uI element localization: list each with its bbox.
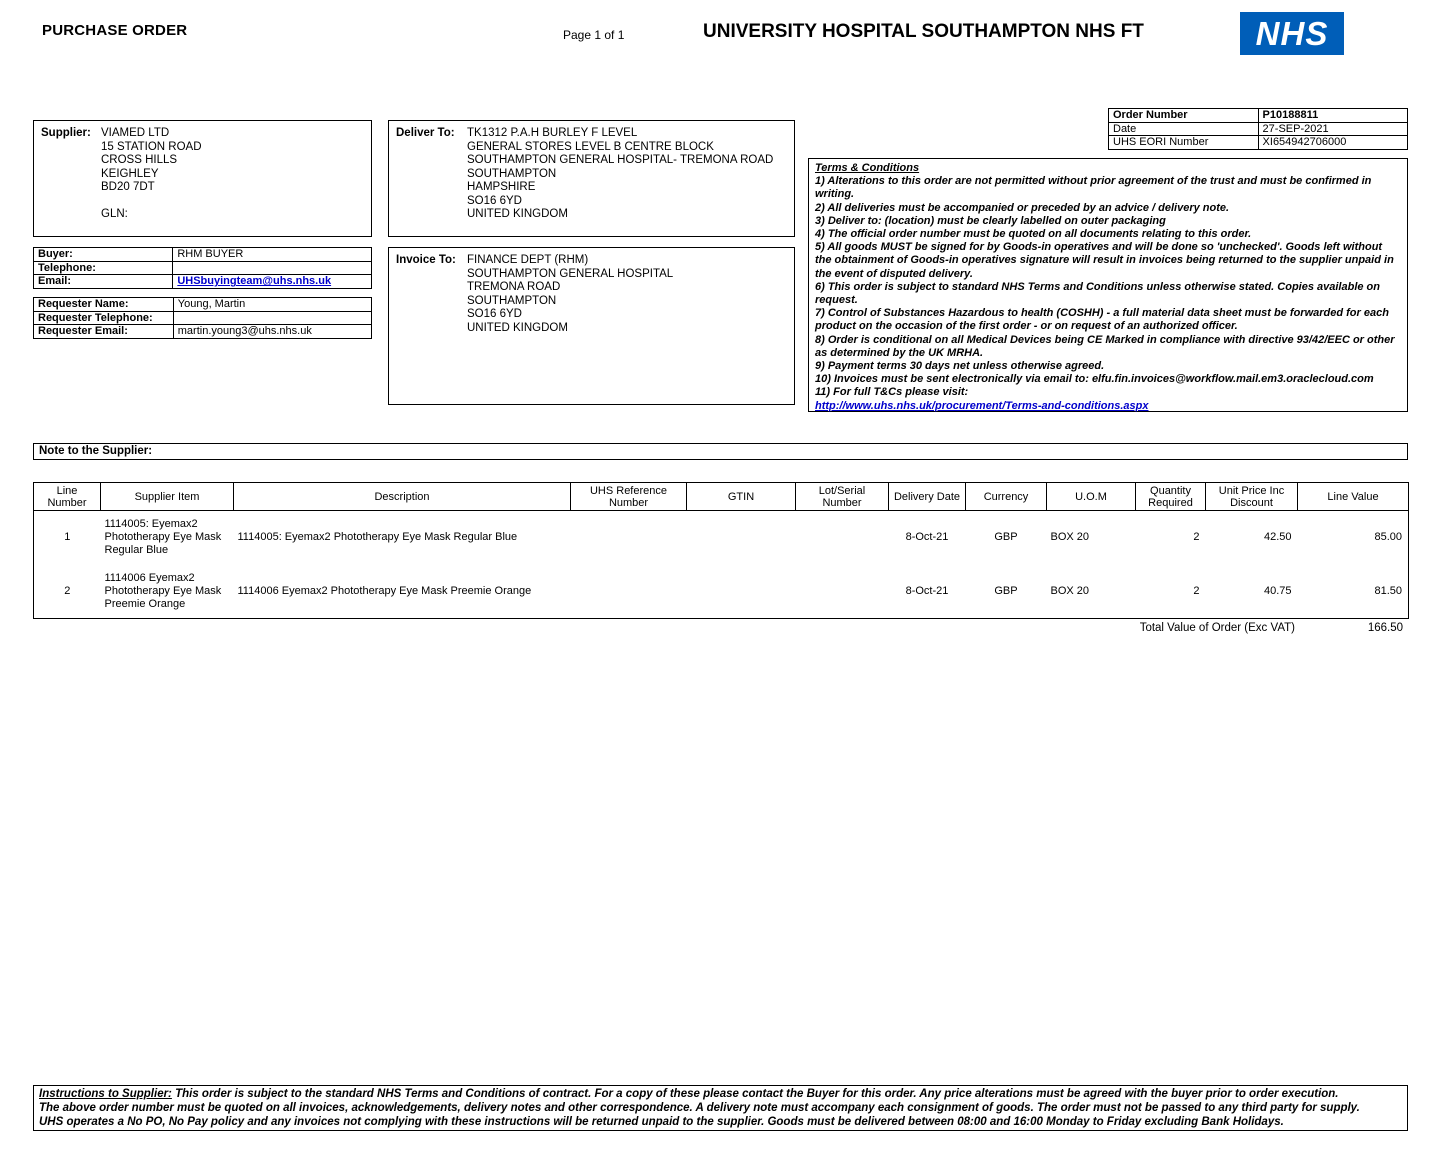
line-value: 81.50 xyxy=(1374,584,1402,597)
eori-value: XI654942706000 xyxy=(1258,136,1407,150)
col-lot-serial: Lot/Serial Number xyxy=(796,483,889,511)
uom: BOX 20 xyxy=(1050,531,1090,544)
order-lines-table xyxy=(33,482,1409,619)
address-line: GENERAL STORES LEVEL B CENTRE BLOCK xyxy=(467,140,714,153)
terms-line: 5) All goods MUST be signed for by Goods-in operatives and will be done so 'unchecked'. Goods left without the obtainment of Goods-in operatives signature will result in invoices being returned to the supplier unpaid in the event of disputed delivery. xyxy=(815,241,1394,280)
terms-line: 1) Alterations to this order are not permitted without prior agreement of the trust and must be confirmed in writing. xyxy=(815,175,1372,201)
col-gtin: GTIN xyxy=(687,483,796,511)
uhs-reference xyxy=(571,511,687,565)
nhs-logo xyxy=(1240,12,1344,55)
terms-line: 7) Control of Substances Hazardous to health (COSHH) - a full material data sheet must be forwarded for each product on the occasion of the first order - or on request of an authorized officer. xyxy=(815,307,1389,333)
buyer-value: RHM BUYER xyxy=(173,248,372,262)
instructions-text: This order is subject to the standard NHS Terms and Conditions of contract. For a copy of these please contact the Buyer for this order. Any price alterations must be agreed with the buyer prior to order execution. xyxy=(171,1088,1339,1100)
deliver-to-address xyxy=(467,127,773,222)
line-value: 85.00 xyxy=(1374,531,1402,544)
table-row xyxy=(34,298,372,312)
table-row xyxy=(34,248,372,262)
buyer-email-link[interactable]: UHSbuyingteam@uhs.nhs.uk xyxy=(177,275,332,288)
requester-name-label: Requester Name: xyxy=(34,298,174,312)
supplier-item: 1114006 Eyemax2 Phototherapy Eye Mask Preemie Orange xyxy=(104,571,222,610)
gtin xyxy=(687,565,796,619)
table-row xyxy=(34,311,372,325)
buyer-email-label: Email: xyxy=(34,275,173,289)
doc-title: PURCHASE ORDER xyxy=(42,22,188,39)
terms-line: 4) The official order number must be quoted on all documents relating to this order. xyxy=(815,228,1252,241)
col-currency: Currency xyxy=(966,483,1047,511)
lot-serial xyxy=(796,565,889,619)
terms-line: 8) Order is conditional on all Medical Devices being CE Marked in compliance with directive 93/42/EEC or other as determined by the UK MRHA. xyxy=(815,333,1395,359)
address-line: TREMONA ROAD xyxy=(467,281,561,293)
supplier-address xyxy=(101,127,202,222)
address-line: GLN: xyxy=(101,208,128,220)
eori-label: UHS EORI Number xyxy=(1109,136,1259,150)
terms-conditions-link[interactable]: http://www.uhs.nhs.uk/procurement/Terms-and-conditions.aspx xyxy=(815,399,1149,412)
col-unit-price: Unit Price Inc Discount xyxy=(1206,483,1298,511)
buyer-label: Buyer: xyxy=(34,248,173,262)
table-header-row xyxy=(34,483,1409,511)
terms-line: 6) This order is subject to standard NHS Terms and Conditions unless otherwise stated. Copies available on request. xyxy=(815,280,1380,307)
instructions-to-supplier xyxy=(33,1085,1408,1131)
page-indicator: Page 1 of 1 xyxy=(563,28,625,42)
terms-title: Terms & Conditions xyxy=(815,162,920,174)
address-line: 15 STATION ROAD xyxy=(101,140,202,153)
address-line: SOUTHAMPTON GENERAL HOSPITAL xyxy=(467,267,674,280)
line-number: 1 xyxy=(64,531,71,544)
order-total-value: 166.50 xyxy=(1367,622,1403,634)
table-row xyxy=(1109,136,1408,150)
instructions-line: The above order number must be quoted on all invoices, acknowledgements, delivery notes and other correspondence. A delivery note must accompany each consignment of goods. The order must not be passed to any third party for supply. xyxy=(39,1101,1360,1114)
table-row xyxy=(34,261,372,275)
supplier-box xyxy=(33,120,372,237)
col-description: Description xyxy=(234,483,571,511)
organisation-title: UNIVERSITY HOSPITAL SOUTHAMPTON NHS FT xyxy=(703,21,1144,42)
address-line xyxy=(101,195,202,209)
nhs-logo-text: NHS xyxy=(1255,14,1329,52)
address-line: SOUTHAMPTON xyxy=(467,167,557,180)
note-to-supplier-label: Note to the Supplier: xyxy=(39,445,153,457)
col-supplier-item: Supplier Item xyxy=(101,483,234,511)
terms-line: 10) Invoices must be sent electronically via email to: elfu.fin.invoices@workflow.mail.em3.oraclecloud.com xyxy=(815,373,1374,386)
table-row xyxy=(34,325,372,339)
order-date-value: 27-SEP-2021 xyxy=(1258,122,1407,136)
col-uhs-reference: UHS Reference Number xyxy=(571,483,687,511)
order-number-label: Order Number xyxy=(1109,109,1259,123)
instructions-line: UHS operates a No PO, No Pay policy and any invoices not complying with these instructions will be returned unpaid to the supplier. Goods must be delivered between 08:00 and 16:00 Monday to Friday excluding Bank Holidays. xyxy=(39,1115,1284,1128)
terms-and-conditions xyxy=(808,158,1408,412)
col-line-value: Line Value xyxy=(1298,483,1409,511)
address-line: BD20 7DT xyxy=(101,181,155,193)
col-line-number: Line Number xyxy=(34,483,101,511)
requester-email-label: Requester Email: xyxy=(34,325,174,339)
table-row xyxy=(1109,122,1408,136)
unit-price: 40.75 xyxy=(1263,584,1292,597)
address-line: SOUTHAMPTON GENERAL HOSPITAL- TREMONA ROAD xyxy=(467,154,774,166)
address-line: TK1312 P.A.H BURLEY F LEVEL xyxy=(467,127,638,139)
requester-telephone-value xyxy=(173,311,371,325)
requester-email-value: martin.young3@uhs.nhs.uk xyxy=(173,325,371,339)
order-number-value: P10188811 xyxy=(1258,109,1407,123)
supplier-item: 1114005: Eyemax2 Phototherapy Eye Mask Regular Blue xyxy=(104,518,222,557)
order-info-table xyxy=(1108,108,1408,150)
address-line: CROSS HILLS xyxy=(101,154,178,166)
quantity-required: 2 xyxy=(1193,584,1200,597)
quantity-required: 2 xyxy=(1193,531,1200,544)
requester-name-value: Young, Martin xyxy=(173,298,371,312)
instructions-title: Instructions to Supplier: xyxy=(39,1088,172,1100)
requester-table xyxy=(33,297,372,339)
address-line: HAMPSHIRE xyxy=(467,181,536,193)
terms-line: 11) For full T&Cs please visit: xyxy=(815,386,969,399)
invoice-to-box xyxy=(388,247,795,405)
address-line: KEIGHLEY xyxy=(101,167,159,180)
lot-serial xyxy=(796,511,889,565)
delivery-date: 8-Oct-21 xyxy=(905,531,949,544)
address-line: SO16 6YD xyxy=(467,308,522,320)
terms-line: 3) Deliver to: (location) must be clearly labelled on outer packaging xyxy=(815,214,1166,227)
description: 1114005: Eyemax2 Phototherapy Eye Mask Regular Blue xyxy=(237,531,518,544)
order-date-label: Date xyxy=(1109,122,1259,136)
table-row xyxy=(34,511,1409,565)
address-line: UNITED KINGDOM xyxy=(467,321,568,334)
buyer-table xyxy=(33,247,372,289)
address-line: UNITED KINGDOM xyxy=(467,208,568,220)
line-number: 2 xyxy=(64,584,71,597)
delivery-date: 8-Oct-21 xyxy=(905,584,949,597)
table-row xyxy=(1109,109,1408,123)
table-row xyxy=(34,565,1409,619)
deliver-to-box xyxy=(388,120,795,237)
currency: GBP xyxy=(994,531,1018,544)
address-line: FINANCE DEPT (RHM) xyxy=(467,254,589,266)
instructions-line xyxy=(39,1088,1402,1102)
terms-line: 2) All deliveries must be accompanied or preceded by an advice / delivery note. xyxy=(815,201,1230,214)
terms-line: 9) Payment terms 30 days net unless otherwise agreed. xyxy=(815,360,1105,373)
col-uom: U.O.M xyxy=(1047,483,1136,511)
buyer-telephone-value xyxy=(173,261,372,275)
description: 1114006 Eyemax2 Phototherapy Eye Mask Preemie Orange xyxy=(237,584,532,597)
deliver-to-label: Deliver To: xyxy=(396,127,455,139)
uom: BOX 20 xyxy=(1050,584,1090,597)
invoice-to-label: Invoice To: xyxy=(396,254,456,266)
address-line: VIAMED LTD xyxy=(101,127,170,139)
col-delivery-date: Delivery Date xyxy=(889,483,966,511)
gtin xyxy=(687,511,796,565)
uhs-reference xyxy=(571,565,687,619)
requester-telephone-label: Requester Telephone: xyxy=(34,311,174,325)
unit-price: 42.50 xyxy=(1263,531,1292,544)
order-total-label: Total Value of Order (Exc VAT) xyxy=(1139,622,1295,634)
address-line: SOUTHAMPTON xyxy=(467,294,557,307)
address-line: SO16 6YD xyxy=(467,194,522,207)
invoice-to-address xyxy=(467,254,673,335)
supplier-label: Supplier: xyxy=(41,127,91,139)
table-row xyxy=(34,275,372,289)
col-quantity: Quantity Required xyxy=(1136,483,1206,511)
note-to-supplier-bar xyxy=(33,443,1408,460)
currency: GBP xyxy=(994,584,1018,597)
buyer-telephone-label: Telephone: xyxy=(34,261,173,275)
